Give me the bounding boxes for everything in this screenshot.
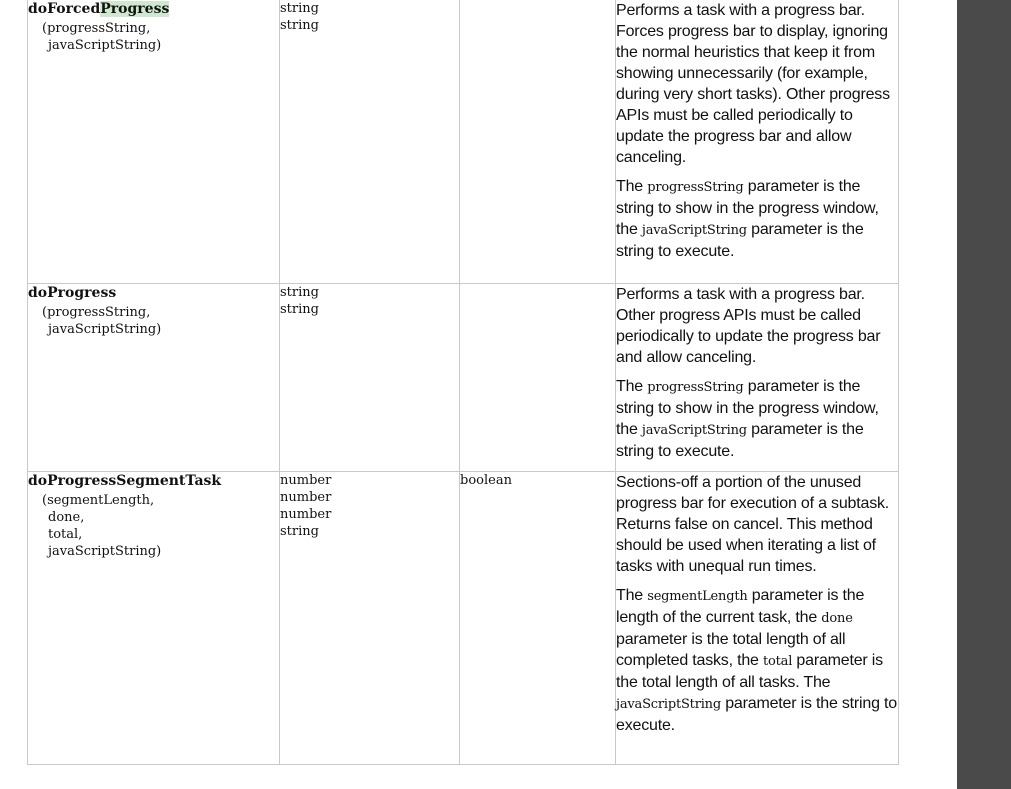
method-cell <box>28 472 280 765</box>
method-params <box>28 492 279 560</box>
return-type-cell: boolean <box>460 472 616 765</box>
scrollbar-track[interactable] <box>957 0 1011 789</box>
method-name: doForcedProgress <box>28 1 170 17</box>
param-types-cell <box>280 0 460 284</box>
inline-code: progressString <box>647 180 744 195</box>
method-name: doProgress <box>28 285 117 301</box>
inline-code: total <box>763 654 793 669</box>
param-types-cell <box>280 284 460 472</box>
description-cell <box>616 472 899 765</box>
description-paragraph: The progressString parameter is the string to show in the progress window, the javaScriptString parameter is the string to execute. <box>616 378 879 460</box>
api-method-table <box>27 0 899 765</box>
param: javaScriptString) <box>48 544 162 559</box>
inline-code: javaScriptString <box>641 223 747 238</box>
inline-code: progressString <box>647 380 744 395</box>
param: javaScriptString) <box>48 322 162 337</box>
inline-code: done <box>821 611 853 626</box>
param-type: number <box>280 507 332 522</box>
param-type: string <box>280 285 319 300</box>
description-paragraph: The progressString parameter is the string to show in the progress window, the javaScriptString parameter is the string to execute. <box>616 178 879 260</box>
param: (segmentLength, <box>42 493 155 508</box>
param-type: string <box>280 18 319 33</box>
return-type-cell <box>460 0 616 284</box>
description-paragraph: Sections-off a portion of the unused progress bar for execution of a subtask. Returns false on cancel. This method should be used when iterating a list of tasks with unequal run times. <box>616 474 890 575</box>
table-row <box>28 472 899 765</box>
param-type: number <box>280 490 332 505</box>
return-type-cell <box>460 284 616 472</box>
param: (progressString, <box>42 21 151 36</box>
inline-code: segmentLength <box>647 589 748 604</box>
param: total, <box>48 527 83 542</box>
param-type: string <box>280 302 319 317</box>
param-type: number <box>280 473 332 488</box>
param-types-cell <box>280 472 460 765</box>
inline-code: javaScriptString <box>616 697 721 712</box>
param-type: string <box>280 524 319 539</box>
method-name: doProgressSegmentTask <box>28 473 222 489</box>
inline-code: javaScriptString <box>641 423 747 438</box>
method-params <box>28 304 279 338</box>
method-cell <box>28 0 280 284</box>
param: (progressString, <box>42 305 151 320</box>
method-params <box>28 20 279 54</box>
param: javaScriptString) <box>48 38 162 53</box>
param-type: string <box>280 1 319 16</box>
description-paragraph: Performs a task with a progress bar. Forces progress bar to display, ignoring the normal heuristics that keep it from showing unnecessarily (for example, during very short tasks). Other progress APIs must be called periodically to update the progress bar and allow canceling. <box>616 2 890 166</box>
method-cell <box>28 284 280 472</box>
description-cell <box>616 284 899 472</box>
table-row <box>28 284 899 472</box>
table-row <box>28 0 899 284</box>
param: done, <box>48 510 85 525</box>
description-paragraph: The segmentLength parameter is the length of the current task, the done parameter is the total length of all completed tasks, the total parameter is the total length of all tasks. The javaScriptString parameter is the string to execute. <box>616 587 897 734</box>
search-highlight: Progress <box>100 1 170 17</box>
description-cell <box>616 0 899 284</box>
description-paragraph: Performs a task with a progress bar. Other progress APIs must be called periodically to update the progress bar and allow canceling. <box>616 286 881 366</box>
